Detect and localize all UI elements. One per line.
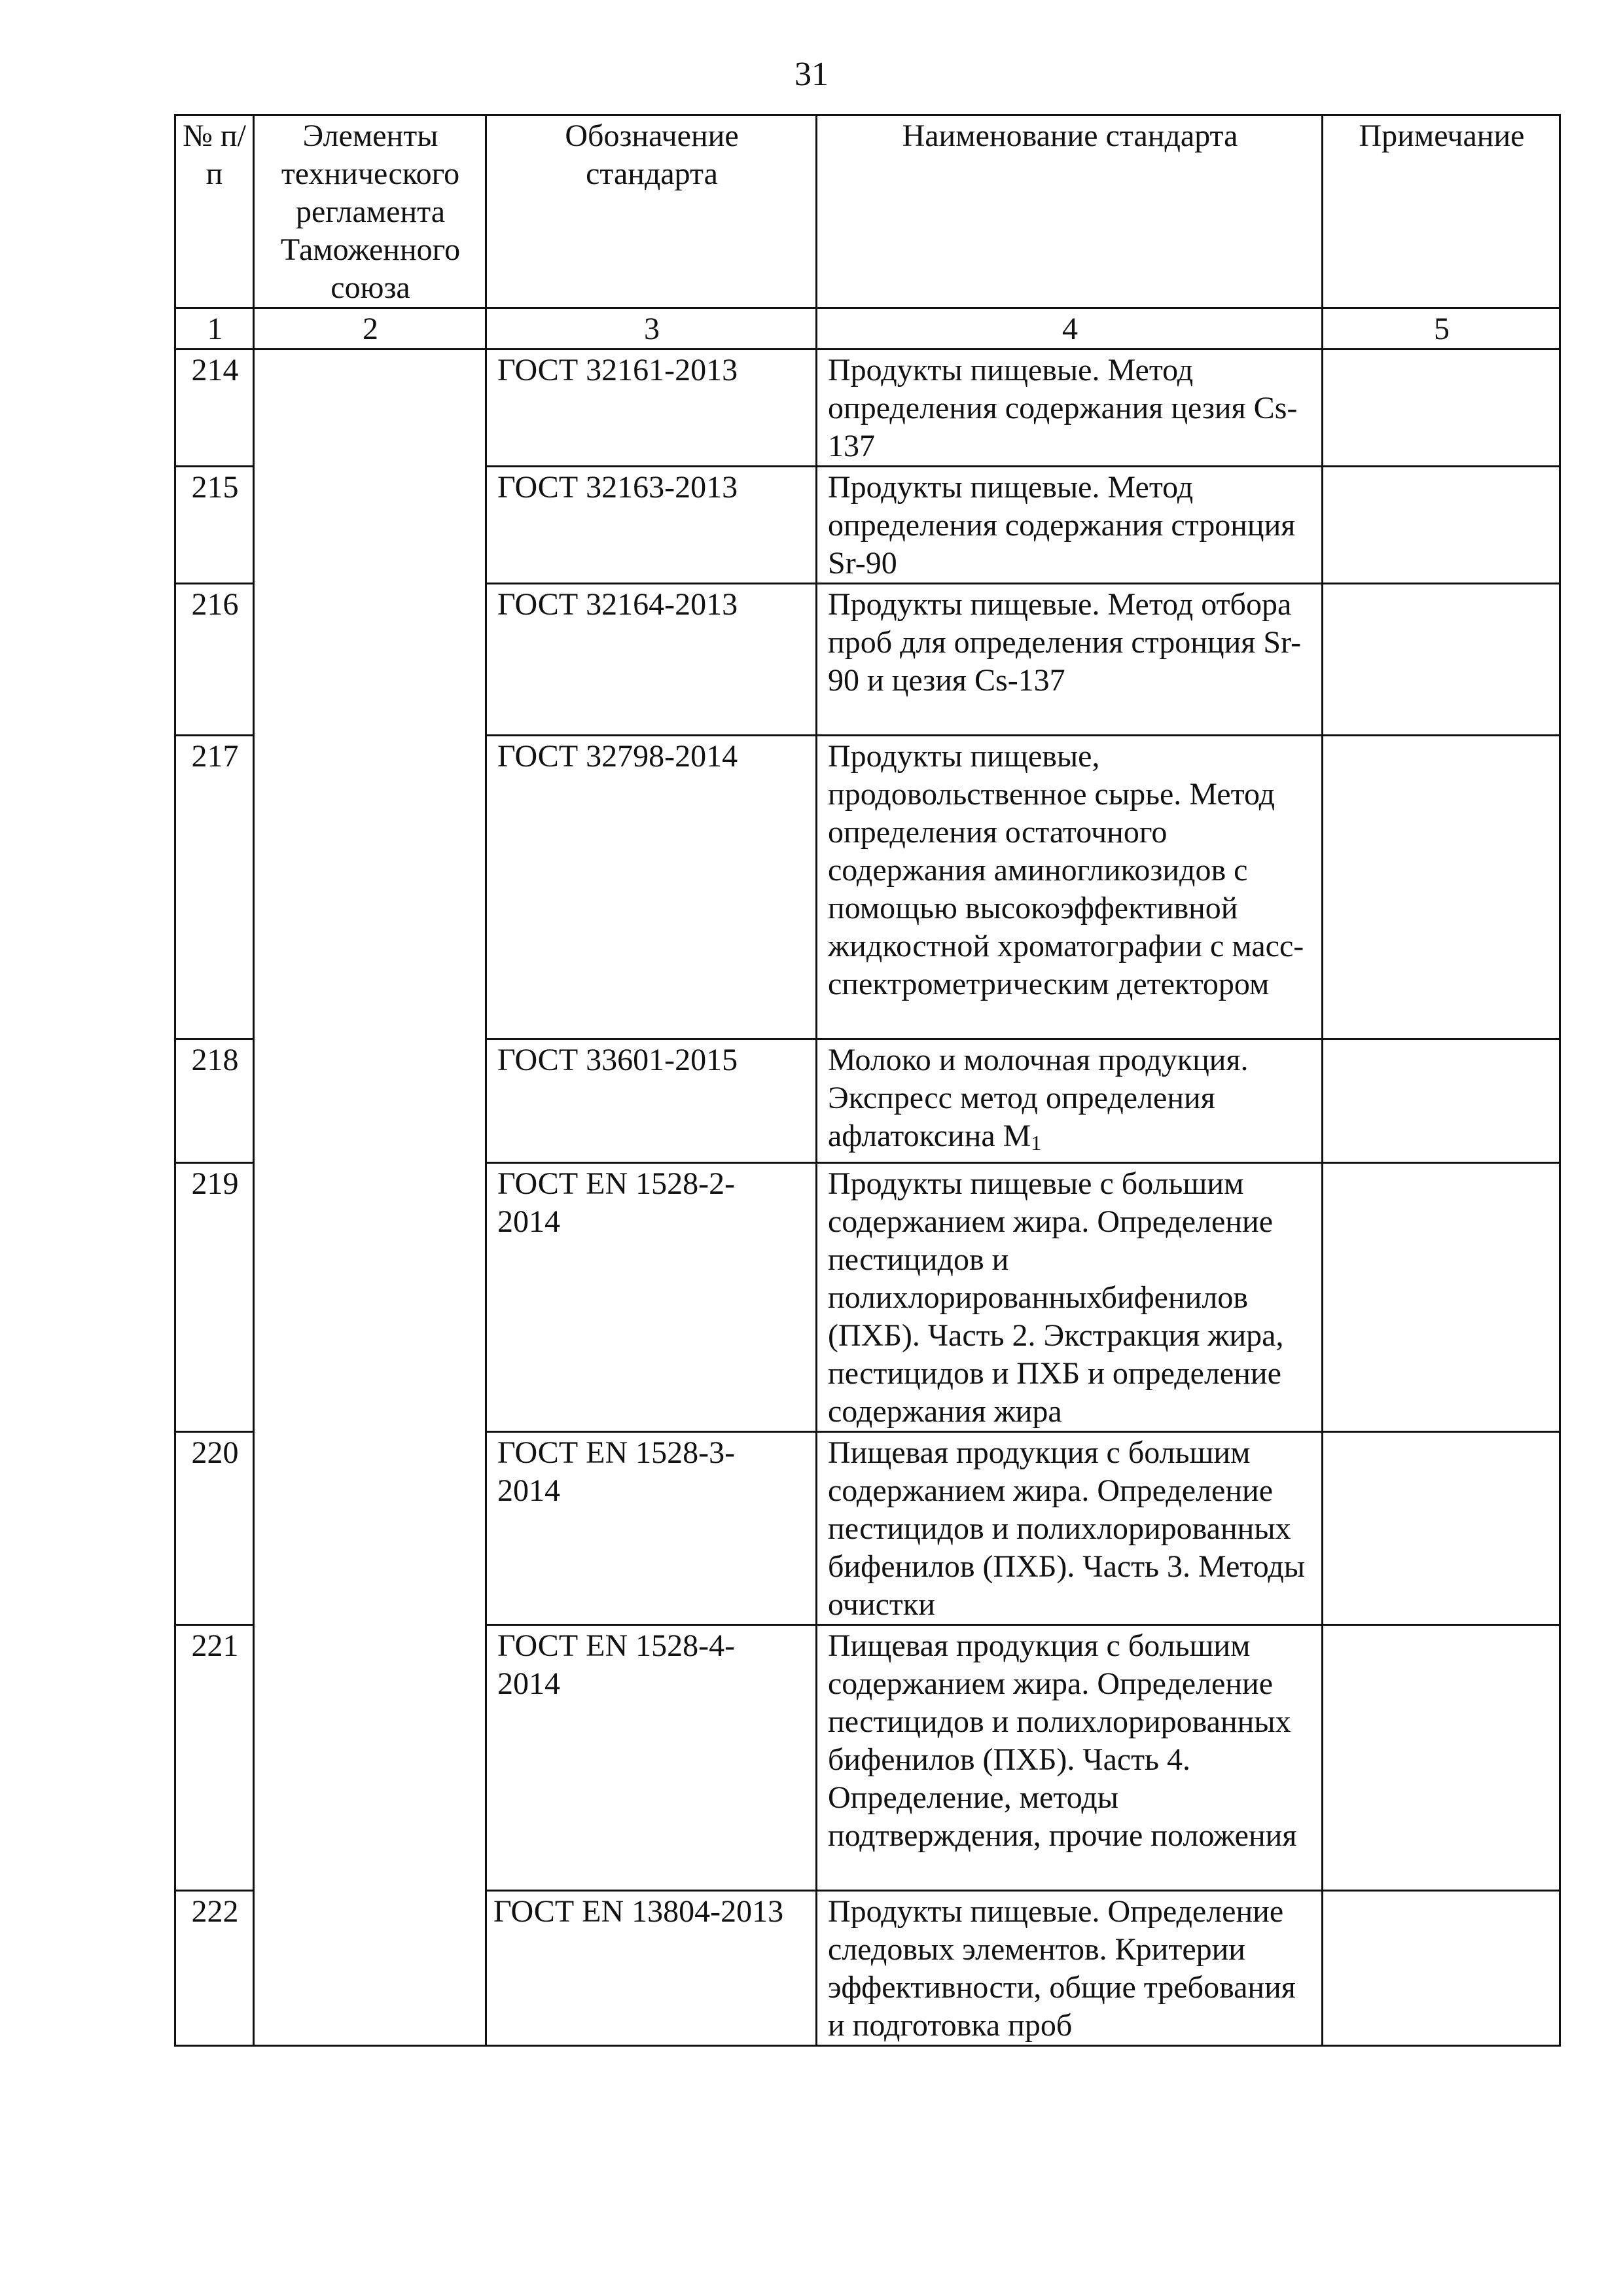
row-num: 216 [175,584,254,736]
row-num: 214 [175,350,254,467]
row-designation: ГОСТ EN 1528-2-2014 [486,1163,817,1432]
row-num: 217 [175,736,254,1039]
row-designation: ГОСТ 32161-2013 [486,350,817,467]
row-designation: ГОСТ 32163-2013 [486,467,817,584]
column-number-row [175,308,1560,350]
row-note [1323,1891,1560,2046]
column-number: 1 [175,308,254,350]
row-num: 219 [175,1163,254,1432]
row-num: 220 [175,1432,254,1625]
header-num: № п/п [175,115,254,308]
row-note [1323,350,1560,467]
header-elements: Элементы технического регламента Таможенного союза [254,115,486,308]
row-note [1323,1163,1560,1432]
table-header-row [175,115,1560,308]
row-name-subscript: 1 [1031,1131,1042,1155]
row-name-text: Молоко и молочная продукция. Экспресс метод определения афлатоксина M [828,1043,1249,1153]
column-number: 3 [486,308,817,350]
elements-cell [254,350,486,2046]
row-designation: ГОСТ EN 1528-3-2014 [486,1432,817,1625]
row-designation: ГОСТ EN 1528-4-2014 [486,1625,817,1891]
row-designation: ГОСТ 32164-2013 [486,584,817,736]
row-num: 222 [175,1891,254,2046]
column-number: 5 [1323,308,1560,350]
header-note: Примечание [1323,115,1560,308]
row-name: Пищевая продукция с большим содержанием жира. Определение пестицидов и полихлорированных бифенилов (ПХБ). Часть 3. Методы очистки [817,1432,1323,1625]
row-name: Продукты пищевые. Метод определения содержания стронция Sr-90 [817,467,1323,584]
row-note [1323,584,1560,736]
row-name [817,1039,1323,1163]
table-row [175,350,1560,467]
row-name: Продукты пищевые. Метод отбора проб для определения стронция Sr-90 и цезия Cs-137 [817,584,1323,736]
row-designation: ГОСТ 33601-2015 [486,1039,817,1163]
row-note [1323,1625,1560,1891]
row-num: 218 [175,1039,254,1163]
row-note [1323,736,1560,1039]
row-note [1323,1432,1560,1625]
row-name: Продукты пищевые, продовольственное сырье. Метод определения остаточного содержания аминогликозидов с помощью высокоэффективной жидкостной хроматографии с масс-спектрометрическим детектором [817,736,1323,1039]
standards-table [174,114,1561,2047]
row-designation: ГОСТ 32798-2014 [486,736,817,1039]
row-name: Продукты пищевые с большим содержанием жира. Определение пестицидов и полихлорированныхбифенилов (ПХБ). Часть 2. Экстракция жира, пестицидов и ПХБ и определение содержания жира [817,1163,1323,1432]
page-number: 31 [794,56,829,93]
column-number: 2 [254,308,486,350]
row-designation: ГОСТ EN 13804-2013 [486,1891,817,2046]
header-designation: Обозначение стандарта [486,115,817,308]
column-number: 4 [817,308,1323,350]
row-num: 215 [175,467,254,584]
row-note [1323,467,1560,584]
row-name: Продукты пищевые. Определение следовых элементов. Критерии эффективности, общие требования и подготовка проб [817,1891,1323,2046]
row-name: Продукты пищевые. Метод определения содержания цезия Cs-137 [817,350,1323,467]
header-name: Наименование стандарта [817,115,1323,308]
row-note [1323,1039,1560,1163]
row-num: 221 [175,1625,254,1891]
row-name: Пищевая продукция с большим содержанием жира. Определение пестицидов и полихлорированных бифенилов (ПХБ). Часть 4. Определение, методы подтверждения, прочие положения [817,1625,1323,1891]
